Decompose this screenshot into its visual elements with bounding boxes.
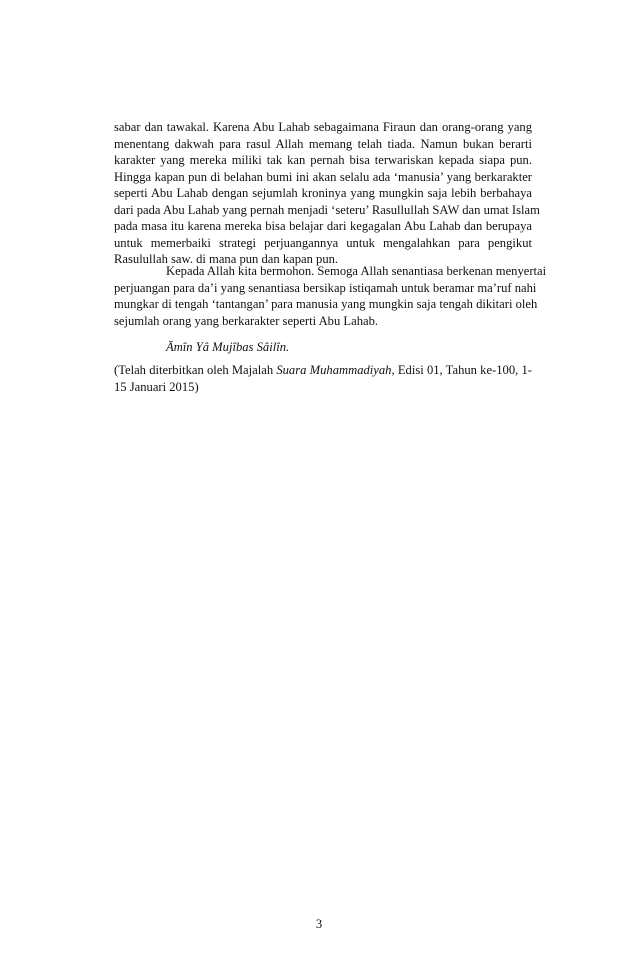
paragraph-2-line: perjuangan para da’i yang senantiasa bersikap istiqamah untuk beramar ma’ruf nahi bbox=[114, 280, 537, 295]
paragraph-1-line: Hingga kapan pun di belahan bumi ini akan selalu ada ‘manusia’ yang berkarakter bbox=[114, 169, 532, 184]
paragraph-1-line: menentang dakwah para rasul Allah memang telah tiada. Namun bukan berarti bbox=[114, 136, 532, 151]
citation-suffix: , Edisi 01, Tahun ke-100, 1- bbox=[391, 363, 532, 377]
citation-line-2: 15 Januari 2015) bbox=[114, 379, 199, 394]
paragraph-2-line: mungkar di tengah ‘tantangan’ para manusia yang mungkin saja tengah dikitari oleh bbox=[114, 297, 538, 311]
paragraph-2 bbox=[114, 263, 547, 329]
page-number: 3 bbox=[315, 917, 323, 931]
citation-block bbox=[114, 362, 532, 395]
paragraph-1-line: untuk memerbaiki strategi perjuangannya untuk mengalahkan para pengikut bbox=[114, 235, 532, 250]
paragraph-1-line: sabar dan tawakal. Karena Abu Lahab sebagaimana Firaun dan orang-orang yang bbox=[114, 120, 532, 134]
paragraph-2-line: sejumlah orang yang berkarakter seperti Abu Lahab. bbox=[114, 313, 379, 328]
closing-prayer-block bbox=[114, 339, 532, 356]
paragraph-2-line: Kepada Allah kita bermohon. Semoga Allah senantiasa berkenan menyertai bbox=[166, 264, 547, 278]
paragraph-1-line: dari pada Abu Lahab yang pernah menjadi ‘seteru’ Rasullullah SAW dan umat Islam bbox=[114, 202, 540, 217]
paragraph-1-line: seperti Abu Lahab dengan sejumlah kroninya yang mungkin saja lebih berbahaya bbox=[114, 186, 532, 200]
citation-prefix: (Telah diterbitkan oleh Majalah bbox=[114, 363, 277, 377]
closing-prayer: Āmîn Yâ Mujîbas Sâilîn. bbox=[166, 340, 290, 354]
paragraph-1-line: karakter yang mereka miliki tak kan pernah bisa terwariskan kepada siapa pun. bbox=[114, 153, 532, 167]
paragraph-1-line: Rasulullah saw. di mana pun dan kapan pun. bbox=[114, 252, 339, 266]
citation-line-1 bbox=[114, 362, 532, 379]
paragraph-1-line: pada masa itu karena mereka bisa belajar dari kegagalan Abu Lahab dan berupaya bbox=[114, 219, 532, 233]
paragraph-1 bbox=[114, 119, 540, 268]
magazine-name: Suara Muhammadiyah bbox=[276, 363, 392, 377]
